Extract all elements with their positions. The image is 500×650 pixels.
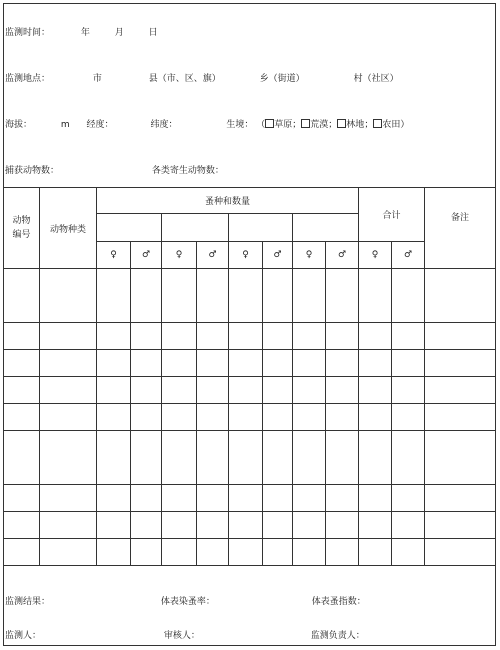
table-cell[interactable] xyxy=(293,377,326,404)
table-cell[interactable] xyxy=(197,539,229,566)
table-row xyxy=(4,350,496,377)
table-cell[interactable] xyxy=(131,377,162,404)
table-cell[interactable] xyxy=(326,485,359,512)
month-label: 月 xyxy=(114,28,124,38)
altitude-label: 海拔： xyxy=(5,120,33,130)
table-cell[interactable] xyxy=(162,269,197,323)
table-cell[interactable] xyxy=(197,404,229,431)
species-slot xyxy=(229,214,293,242)
table-cell[interactable] xyxy=(162,431,197,485)
table-cell[interactable] xyxy=(131,404,162,431)
table-row xyxy=(4,404,496,431)
table-cell[interactable] xyxy=(229,350,263,377)
table-cell[interactable] xyxy=(4,269,40,323)
table-cell[interactable] xyxy=(4,404,40,431)
latitude-label: 纬度： xyxy=(150,120,178,130)
monitor-time-row xyxy=(5,25,158,38)
table-cell[interactable] xyxy=(359,377,392,404)
table-cell[interactable] xyxy=(293,485,326,512)
table-cell[interactable] xyxy=(263,431,293,485)
table-cell[interactable] xyxy=(293,431,326,485)
sex-header-cell: ♀ xyxy=(97,242,131,269)
table-cell[interactable] xyxy=(229,539,263,566)
table-cell[interactable] xyxy=(263,350,293,377)
flea-index-label: 体表蚤指数： xyxy=(311,597,366,607)
checkbox-icon[interactable] xyxy=(373,119,382,128)
table-cell[interactable] xyxy=(326,377,359,404)
table-cell[interactable] xyxy=(263,377,293,404)
table-cell[interactable] xyxy=(4,512,40,539)
table-cell[interactable] xyxy=(162,404,197,431)
table-cell[interactable] xyxy=(263,269,293,323)
table-cell[interactable] xyxy=(392,323,425,350)
signature-row xyxy=(5,628,365,641)
table-cell[interactable] xyxy=(326,539,359,566)
table-cell[interactable] xyxy=(40,512,97,539)
table-cell[interactable] xyxy=(162,377,197,404)
table-cell[interactable] xyxy=(4,431,40,485)
table-cell[interactable] xyxy=(197,323,229,350)
habitat-option-desert: 荒漠 xyxy=(310,120,329,130)
table-cell[interactable] xyxy=(40,431,97,485)
table-cell[interactable] xyxy=(293,539,326,566)
table-cell[interactable] xyxy=(229,512,263,539)
monitor-person-label: 监测人： xyxy=(5,631,42,641)
table-cell[interactable] xyxy=(131,485,162,512)
table-cell[interactable] xyxy=(97,269,131,323)
captured-row xyxy=(5,163,224,176)
habitat-option-farmland: 农田 xyxy=(382,120,401,130)
sex-header-cell: ♂ xyxy=(197,242,229,269)
table-cell[interactable] xyxy=(392,512,425,539)
location-label: 监测地点： xyxy=(5,74,51,84)
table-body xyxy=(4,269,496,566)
table-row xyxy=(4,431,496,485)
sex-header-cell: ♂ xyxy=(131,242,162,269)
header-total: 合计 xyxy=(359,188,425,242)
table-cell[interactable] xyxy=(293,269,326,323)
table-cell[interactable] xyxy=(229,323,263,350)
location-row xyxy=(5,71,399,84)
monitor-time-label: 监测时间： xyxy=(5,28,51,38)
township-label: 乡（街道） xyxy=(259,74,305,84)
table-cell[interactable] xyxy=(326,512,359,539)
table-cell[interactable] xyxy=(197,431,229,485)
table-cell[interactable] xyxy=(293,404,326,431)
longitude-label: 经度： xyxy=(86,120,114,130)
table-cell[interactable] xyxy=(229,485,263,512)
table-cell[interactable] xyxy=(162,512,197,539)
table-cell[interactable] xyxy=(229,377,263,404)
table-cell[interactable] xyxy=(131,350,162,377)
captured-label: 捕获动物数： xyxy=(5,166,60,176)
table-cell[interactable] xyxy=(359,350,392,377)
city-label: 市 xyxy=(92,74,102,84)
table-cell[interactable] xyxy=(197,512,229,539)
table-cell[interactable] xyxy=(131,539,162,566)
responsible-label: 监测负责人： xyxy=(310,631,365,641)
per-species-label: 各类寄生动物数： xyxy=(151,166,224,176)
table-cell[interactable] xyxy=(40,350,97,377)
table-cell[interactable] xyxy=(263,512,293,539)
table-cell[interactable] xyxy=(162,350,197,377)
table-cell[interactable] xyxy=(425,377,496,404)
table-cell[interactable] xyxy=(162,485,197,512)
table-cell[interactable] xyxy=(293,512,326,539)
table-cell[interactable] xyxy=(263,323,293,350)
table-cell[interactable] xyxy=(425,323,496,350)
altitude-unit: m xyxy=(60,120,70,130)
table-cell[interactable] xyxy=(392,431,425,485)
table-cell[interactable] xyxy=(392,485,425,512)
table-cell[interactable] xyxy=(40,485,97,512)
result-row xyxy=(5,594,366,607)
day-label: 日 xyxy=(148,28,158,38)
habitat-option-grassland: 草原 xyxy=(274,120,293,130)
table-cell[interactable] xyxy=(326,404,359,431)
table-cell[interactable] xyxy=(263,539,293,566)
result-label: 监测结果： xyxy=(5,597,51,607)
sex-header-cell: ♂ xyxy=(263,242,293,269)
sex-header-cell: ♀ xyxy=(359,242,392,269)
table-cell[interactable] xyxy=(425,350,496,377)
table-cell[interactable] xyxy=(425,269,496,323)
table-cell[interactable] xyxy=(131,431,162,485)
table-cell[interactable] xyxy=(4,539,40,566)
habitat-label: 生境： xyxy=(226,120,254,130)
table-cell[interactable] xyxy=(425,485,496,512)
table-row xyxy=(4,539,496,566)
table-cell[interactable] xyxy=(197,485,229,512)
table-cell[interactable] xyxy=(131,269,162,323)
table-cell[interactable] xyxy=(4,323,40,350)
flea-data-table xyxy=(3,187,496,566)
sex-header-cell: ♀ xyxy=(229,242,263,269)
table-cell[interactable] xyxy=(97,539,131,566)
table-cell[interactable] xyxy=(4,350,40,377)
table-cell[interactable] xyxy=(359,323,392,350)
table-row xyxy=(4,485,496,512)
table-cell[interactable] xyxy=(425,404,496,431)
county-label: 县（市、区、旗） xyxy=(148,74,221,84)
table-cell[interactable] xyxy=(40,377,97,404)
table-cell[interactable] xyxy=(97,377,131,404)
checkbox-icon[interactable] xyxy=(265,119,274,128)
table-cell[interactable] xyxy=(293,323,326,350)
village-label: 村（社区） xyxy=(353,74,399,84)
table-cell[interactable] xyxy=(326,323,359,350)
table-cell[interactable] xyxy=(97,404,131,431)
table-cell[interactable] xyxy=(392,377,425,404)
table-cell[interactable] xyxy=(359,431,392,485)
table-row xyxy=(4,512,496,539)
habitat-option-forest: 林地 xyxy=(346,120,365,130)
table-cell[interactable] xyxy=(131,512,162,539)
table-cell[interactable] xyxy=(425,512,496,539)
table-cell[interactable] xyxy=(359,404,392,431)
table-cell[interactable] xyxy=(131,323,162,350)
table-cell[interactable] xyxy=(162,539,197,566)
table-cell[interactable] xyxy=(359,512,392,539)
table-cell[interactable] xyxy=(162,323,197,350)
sex-header-cell: ♀ xyxy=(293,242,326,269)
table-cell[interactable] xyxy=(326,431,359,485)
species-slot xyxy=(162,214,229,242)
table-cell[interactable] xyxy=(392,539,425,566)
species-slot xyxy=(97,214,162,242)
table-cell[interactable] xyxy=(97,323,131,350)
infection-rate-label: 体表染蚤率： xyxy=(160,597,215,607)
sex-header-cell: ♂ xyxy=(326,242,359,269)
header-animal-id: 动物 编号 xyxy=(4,188,40,269)
table-cell[interactable] xyxy=(97,431,131,485)
table-cell[interactable] xyxy=(97,350,131,377)
table-cell[interactable] xyxy=(4,485,40,512)
header-notes: 备注 xyxy=(425,188,496,269)
table-cell[interactable] xyxy=(263,404,293,431)
sex-header-cell: ♂ xyxy=(392,242,425,269)
table-cell[interactable] xyxy=(40,404,97,431)
checkbox-icon[interactable] xyxy=(301,119,310,128)
table-cell[interactable] xyxy=(326,269,359,323)
checkbox-icon[interactable] xyxy=(337,119,346,128)
table-cell[interactable] xyxy=(229,431,263,485)
table-cell[interactable] xyxy=(97,512,131,539)
table-cell[interactable] xyxy=(263,485,293,512)
table-cell[interactable] xyxy=(40,539,97,566)
reviewer-label: 审核人： xyxy=(163,631,200,641)
table-cell[interactable] xyxy=(197,269,229,323)
table-cell[interactable] xyxy=(326,350,359,377)
table-cell[interactable] xyxy=(40,323,97,350)
table-cell[interactable] xyxy=(425,431,496,485)
table-cell[interactable] xyxy=(392,269,425,323)
table-cell[interactable] xyxy=(392,404,425,431)
table-cell[interactable] xyxy=(97,485,131,512)
table-cell[interactable] xyxy=(359,269,392,323)
table-row xyxy=(4,269,496,323)
table-cell[interactable] xyxy=(359,485,392,512)
header-flea-group: 蚤种和数量 xyxy=(97,188,359,214)
year-label: 年 xyxy=(80,28,90,38)
header-animal-species: 动物种类 xyxy=(40,188,97,269)
species-slot xyxy=(293,214,359,242)
table-cell[interactable] xyxy=(392,350,425,377)
table-cell[interactable] xyxy=(40,269,97,323)
table-row xyxy=(4,323,496,350)
table-cell[interactable] xyxy=(4,377,40,404)
geo-row: 海拔： m 经度： 纬度： 生境： （ 草原； 荒漠； 林地； 农田） xyxy=(5,120,410,130)
table-cell[interactable] xyxy=(229,404,263,431)
table-cell[interactable] xyxy=(229,269,263,323)
table-cell[interactable] xyxy=(359,539,392,566)
table-cell[interactable] xyxy=(197,350,229,377)
table-cell[interactable] xyxy=(293,350,326,377)
table-row xyxy=(4,377,496,404)
table-cell[interactable] xyxy=(425,539,496,566)
sex-header-cell: ♀ xyxy=(162,242,197,269)
table-cell[interactable] xyxy=(197,377,229,404)
